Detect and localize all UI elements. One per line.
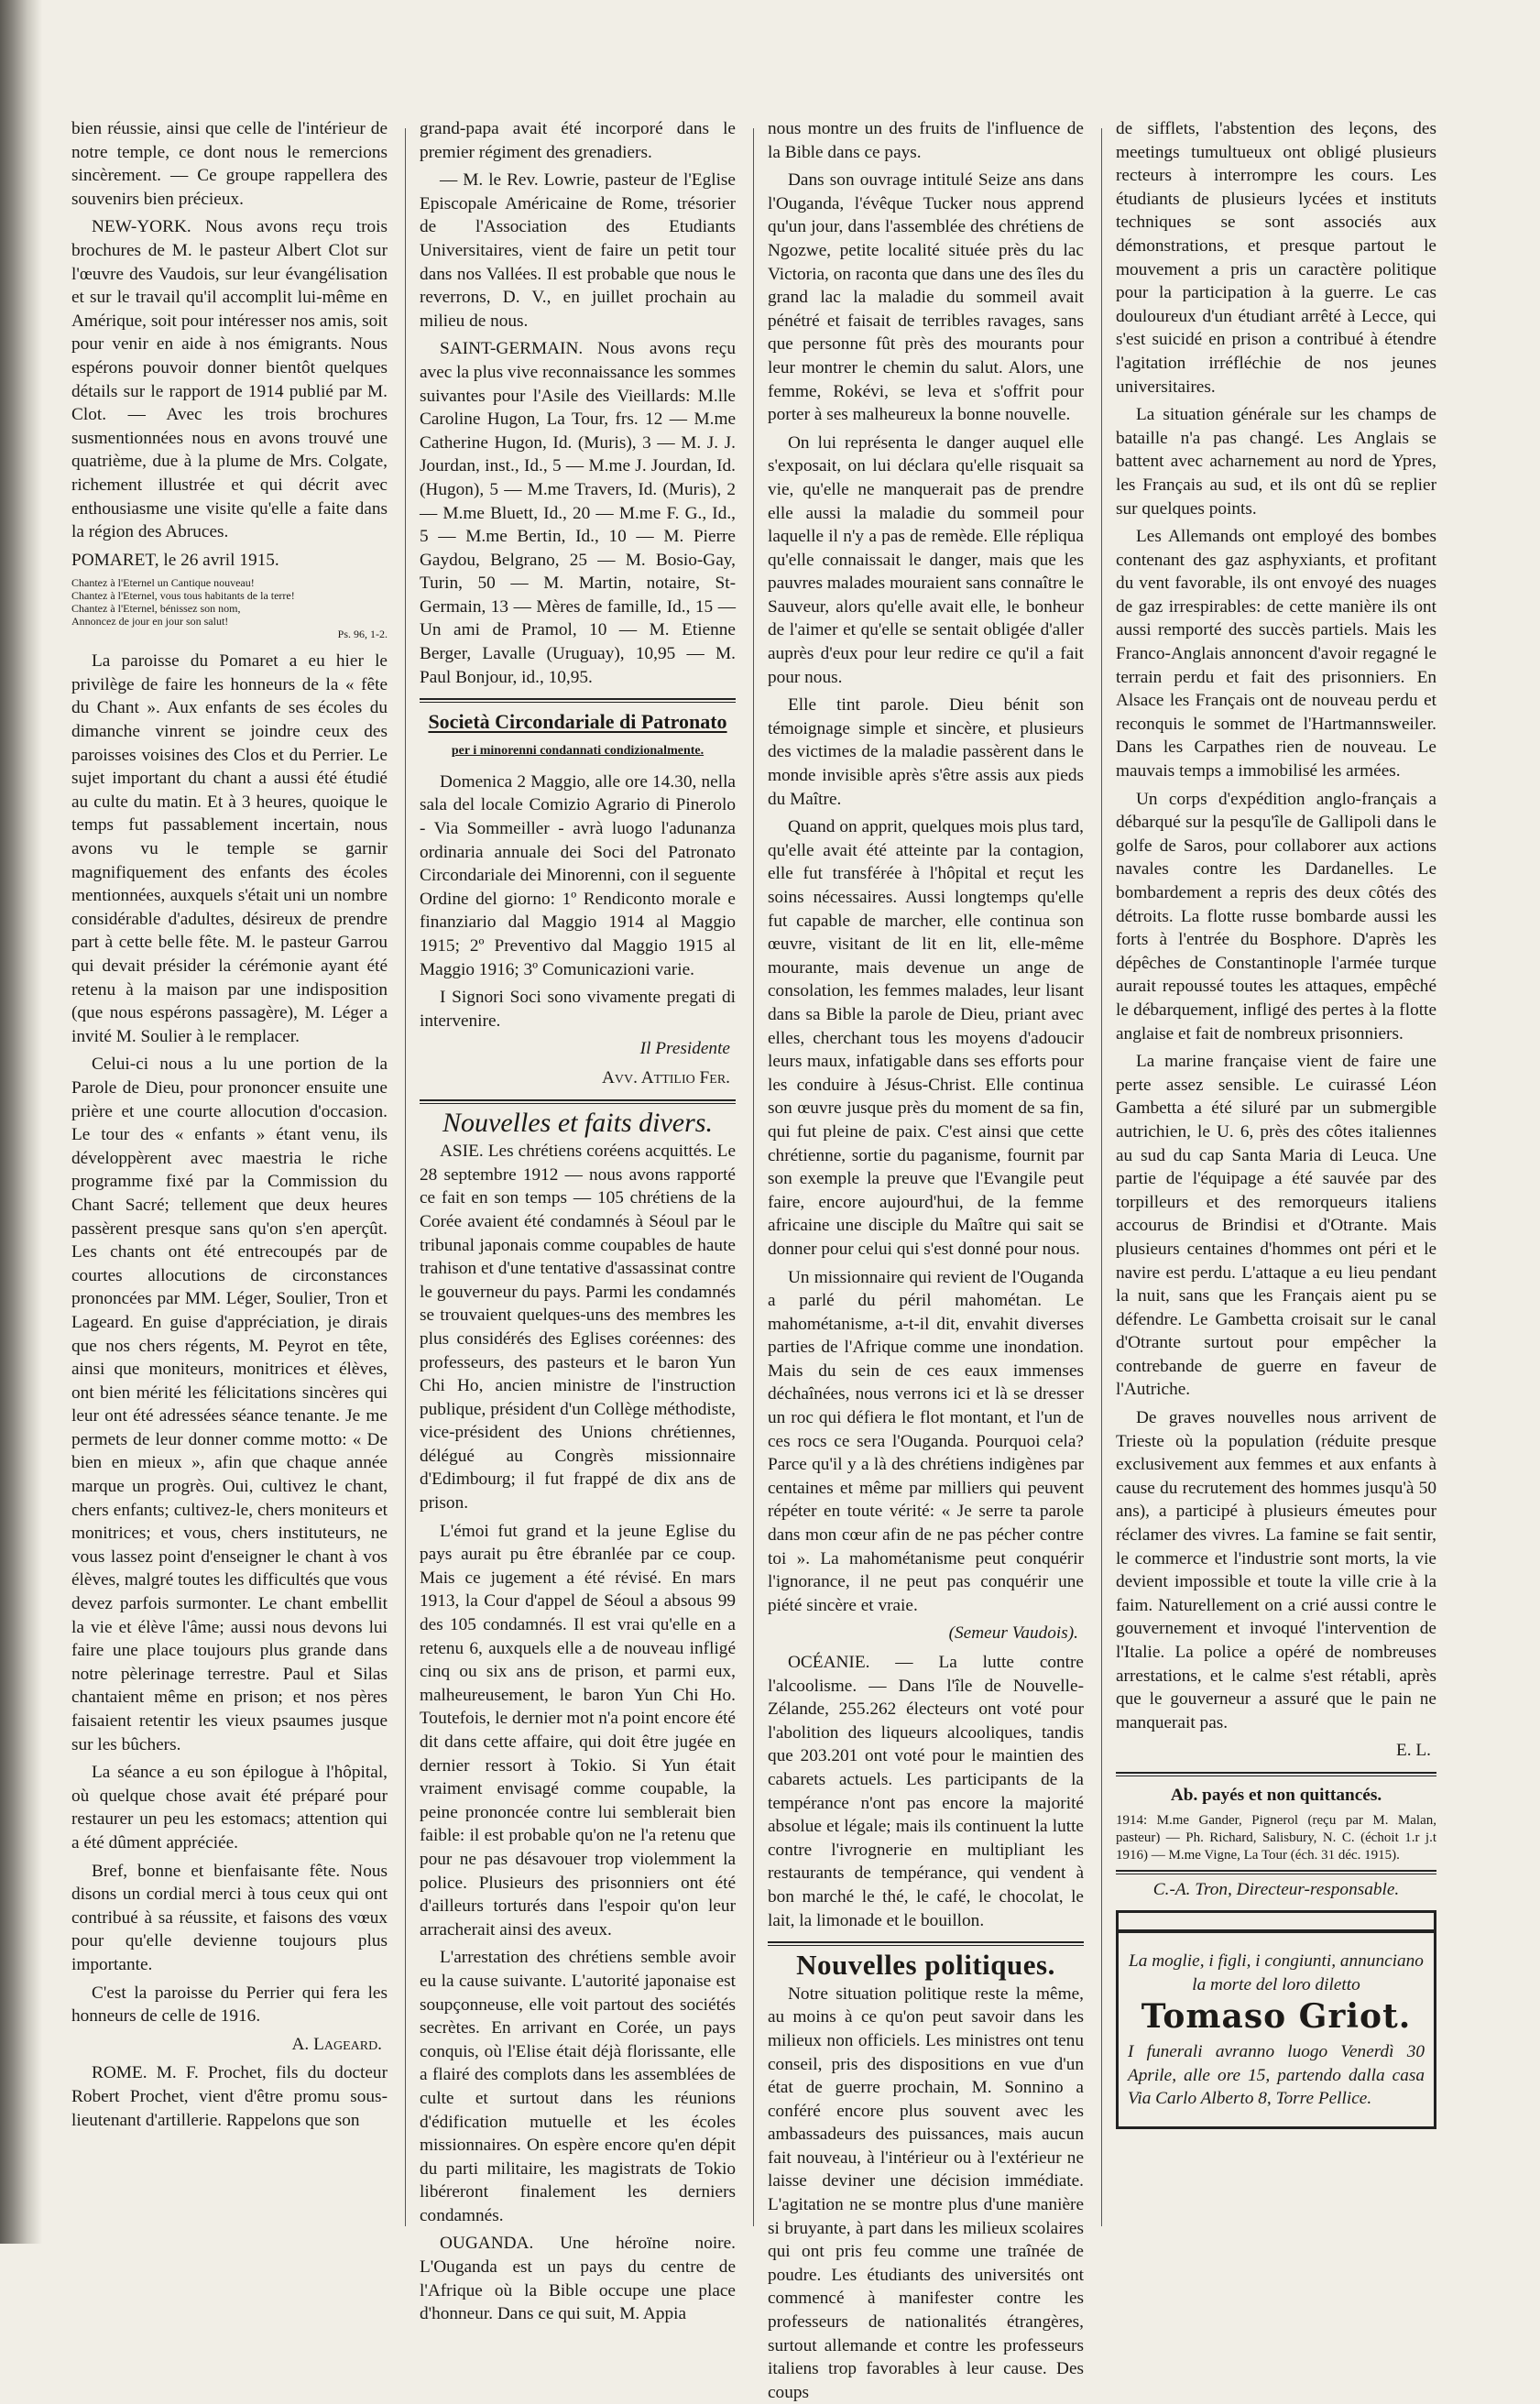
paragraph: nous montre un des fruits de l'influence de la Bible dans ce pays.: [768, 119, 1084, 162]
mourning-name: Tomaso Griot.: [1141, 1997, 1412, 2037]
signer-role: Il Presidente: [639, 1039, 730, 1059]
paragraph: SAINT-GERMAIN. Nous avons reçu avec la plus vive reconnaissance les sommes suivantes pour l'Asile des Vieillards: M.lle Caroline Hugon, La Tour, frs. 12 — M.me Catherine Hugon, Id. (Muris), 3 — M. J. J. Jourdan, inst., Id., 5 — M.me J. Jourdan, Id. (Hugon), 5 — M.me Travers, Id. (Muris), 2 — M.me Bluett, Id., 20 — M.me F. G., Id., 5 — M.me Bertin, Id., 10 — M. Pierre Gaydou, Belgrano, 25 — M. Bosio-Gay, Turin, 50 — M. Martin, notaire, St-Germain, 13 — Mères de famille, Id., 15 — Un ami de Pramol, 10 — M. Etienne Berger, Lavalle (Uruguay), 10,95 — M. Paul Bonjour, id., 10,95.: [420, 339, 736, 687]
paragraph: de sifflets, l'abstention des leçons, des meetings tumultueux ont obligé plusieurs recteurs à interrompre les cours. Les étudiants de plusieurs lycées et instituts techniques se sont associés aux démonstrations, et presque partout le mouvement a pris un caractère politique pour la participation à la guerre. Le cas douloureux d'un étudiant arrêté à Lecce, qui s'est suicidé en prison a contribué à étendre l'agitation irréfléchie de nos jeunes universitaires.: [1116, 119, 1436, 397]
paragraph: La situation générale sur les champs de bataille n'a pas changé. Les Anglais se battent avec acharnement au nord de Ypres, les Français au sud, et ils ont dû se replier sur quelques points.: [1116, 405, 1436, 519]
page-binding-shadow: [0, 0, 42, 2244]
paragraph: bien réussie, ainsi que celle de l'intérieur de notre temple, ce dont nous le remercions sincèrement. — Ce groupe rappellera des souvenirs bien précieux.: [71, 119, 388, 209]
paragraph: La séance a eu son épilogue à l'hôpital, où quelque chose avait été préparé pour restaurer un peu les estomacs; attention qui a été dûment appréciée.: [71, 1763, 388, 1852]
paragraph: grand-papa avait été incorporé dans le premier régiment des grenadiers.: [420, 119, 736, 162]
dateline: POMARET, le 26 avril 1915.: [71, 550, 279, 570]
verse-epigraph: [71, 576, 388, 640]
signer-name: Avv. Attilio Fer.: [602, 1067, 730, 1087]
subscribers-heading: Ab. payés et non quittancés.: [1170, 1785, 1382, 1805]
paragraph: — M. le Rev. Lowrie, pasteur de l'Eglise Episcopale Américaine de Rome, trésorier de l'Association des Etudiants Universitaires, vient de faire un petit tour dans nos Vallées. Il est probable que nous le reverrons, D. V., en juillet prochain au milieu de nous.: [420, 170, 736, 331]
director-line: C.-A. Tron, Directeur-responsable.: [1152, 1879, 1400, 1899]
verse-line: Annoncez de jour en jour son salut!: [71, 615, 229, 628]
paragraph: ASIE. Les chrétiens coréens acquittés. Le 28 septembre 1912 — nous avons rapporté ce fait en son temps — 105 chrétiens de la Corée avaient été condamnés à Séoul par le tribunal japonais comme coupables de haute trahison et d'une tentative d'assassinat contre le gouverneur du pays. Parmi les condamnés se trouvaient quelques-uns des membres les plus considérés des Eglises coréennes: des professeurs, des pasteurs et le baron Yun Chi Ho, ancien ministre de l'instruction publique, président d'un Collège méthodiste, vice-président des Unions chrétiennes, délégué au Congrès missionnaire d'Edimbourg; il fut frappé de dix ans de prison.: [420, 1142, 736, 1513]
societa-heading: Società Circondariale di Patronato: [428, 710, 727, 734]
signature: A. Lageard.: [291, 2034, 382, 2054]
politiques-heading: Nouvelles politiques.: [796, 1949, 1055, 1982]
paragraph: Un missionnaire qui revient de l'Ouganda a parlé du péril mahométan. Le mahométanisme, a-t-il dit, envahit diverses parties de l'Afrique comme une inondation. Mais du sein de ces eaux immenses déchaînées, nous verrons ici et là se dresser un roc qui défiera le flot montant, et l'un de ces rocs ce sera l'Ouganda. Pourquoi cela? Parce qu'il y a là des chrétiens indigènes par centaines et même par milliers qui peuvent répéter en toute vérité: « Je serre ta parole dans mon cœur afin de ne pas pécher contre toi ». La mahométanisme peut conquérir l'ignorance, il ne peut pas conquérir une piété sincère et vraie.: [768, 1267, 1084, 1615]
column-1: [71, 117, 388, 2226]
paragraph: NEW-YORK. Nous avons reçu trois brochures de M. le pasteur Albert Clot sur l'œuvre des Vaudois, sur leur évangélisation et sur le travail qu'il accomplit lui-même en Amérique, soit pour intéresser nos amis, soit pour venir en aide à nos émigrants. Nous espérons pouvoir donner bientôt quelques détails sur le rapport de 1914 publié par M. Clot. — Avec les trois brochures susmentionnées nous en avons trouvé une quatrième, due à la plume de Mrs. Colgate, richement illustrée et qui décrit avec enthousiasme une visite qu'elle a faite dans la région des Abruces.: [71, 217, 388, 542]
paragraph: Quand on apprit, quelques mois plus tard, qu'elle avait été atteinte par la contagion, elle fut transférée à l'hôpital et reçut les soins nécessaires. Aussi longtemps qu'elle fut capable de marcher, elle continua son œuvre, visitant de lit en lit, elle-même mourante, mais devenue un ange de consolation, les femmes malades, leur lisant dans sa Bible la parole de Dieu, priant avec elles, cherchant tous les moyens d'adoucir leurs maux, infatigable dans ses efforts pour les conduire à Jésus-Christ. Elle continua son œuvre jusque près du moment de sa fin, qui fut pleine de paix. C'est ainsi que cette chrétienne, sortie du paganisme, fournit par son exemple la preuve que l'Evangile peut faire, encore aujourd'hui, de la femme africaine une disciple du Maître qui sait se donner pour celui qui s'est donné pour nous.: [768, 817, 1084, 1259]
paragraph: De graves nouvelles nous arrivent de Trieste où la population (réduite presque exclusivement aux femmes et aux enfants à cause du recrutement des hommes jusqu'à 50 ans), a participé à plusieurs émeutes pour réclamer des vivres. La famine se fait sentir, le commerce et l'industrie sont morts, la vie devient impossible et toute la ville crie à la faim. Naturellement on a crié aussi contre le gouvernement et invoqué l'intervention de l'Italie. La police a opéré de nombreuses arrestations, et le calme s'est rétabli, après que le gouverneur a assuré que le pain ne manquerait pas.: [1116, 1408, 1436, 1732]
paragraph: Les Allemands ont employé des bombes contenant des gaz asphyxiants, et profitant du vent favorable, ils ont envoyé des nuages de gaz irrespirables: de cette manière ils ont aussi remporté des succès partiels. Mais les Franco-Anglais annoncent d'avoir regagné le terrain perdu et fait des prisonniers. En Alsace les Français ont de nouveau perdu et reconquis le sommet de l'Hartmannsweiler. Dans les Carpathes rien de nouveau. Le mauvais temps a immobilisé les armées.: [1116, 527, 1436, 781]
column-rule: [753, 128, 754, 2226]
section-rule: [1116, 1772, 1436, 1776]
paragraph: Notre situation politique reste la même, au moins à ce qu'on peut savoir dans les milieux non officiels. Les ministres ont tenu conseil, pris des dispositions en vue d'un état de guerre prochain, M. Sonnino a conféré encore plus souvent avec les ambassadeurs des puissances, mais aucun fait nouveau, à l'intérieur ou à l'extérieur ne laisse deviner une décision immédiate. L'agitation ne se montre plus d'une manière si bruyante, à part dans les milieux scolaires qui ont pris feu comme une traînée de poudre. Les étudiants des universités ont commencé à manifester contre les professeurs de nationalités étrangères, surtout allemande et contre les professeurs italiens trop favorables à leur cause. Des coups: [768, 1983, 1084, 2402]
paragraph: Bref, bonne et bienfaisante fête. Nous disons un cordial merci à tous ceux qui ont contribué à sa réussite, et faisons des vœux pour qu'elle devienne toujours plus importante.: [71, 1861, 388, 1974]
newspaper-page: [53, 101, 1519, 2402]
section-rule: [420, 698, 736, 703]
section-rule: [768, 1941, 1084, 1946]
paragraph: I Signori Soci sono vivamente pregati di intervenire.: [420, 988, 736, 1031]
section-rule: [1116, 1870, 1436, 1874]
paragraph: La paroisse du Pomaret a eu hier le privilège de faire les honneurs de la « fête du Chant ». Aux enfants de ses écoles du dimanche vinrent se joindre ceux des paroisses voisines des Clos et du Perrier. Le sujet important du chant a aussi été étudié au culte du matin. Et à 3 heures, quoique le temps fut passablement incertain, nous avons vu le temple se garnir magnifiquement des enfants des écoles mentionnées, auxquels s'était uni un nombre considérable d'adultes, désireux de prendre part à cette belle fête. M. le pasteur Garrou qui devait présider la cérémonie ayant été retenu à la maison par une indisposition (que nous espérons passagère), M. Léger a invité M. Soulier à le remplacer.: [71, 651, 388, 1046]
paragraph: Elle tint parole. Dieu bénit son témoignage simple et sincère, et plusieurs des victimes de la maladie passèrent dans le monde invisible après s'être assis aux pieds du Maître.: [768, 695, 1084, 809]
verse-reference: Ps. 96, 1-2.: [337, 628, 388, 641]
paragraph: ROME. M. F. Prochet, fils du docteur Robert Prochet, vient d'être promu sous-lieutenant d'artillerie. Rappelons que son: [71, 2063, 388, 2130]
nouvelles-heading: Nouvelles et faits divers.: [442, 1107, 713, 1138]
paragraph: OCÉANIE. — La lutte contre l'alcoolisme. — Dans l'île de Nouvelle-Zélande, 255.262 électeurs ont voté pour l'abolition des liqueurs alcooliques, tandis que 203.201 ont voté pour le maintien des cabarets actuels. Les participants de la tempérance n'ont pas encore la majorité absolue et légale; mais ils continuent la lutte contre l'ivrognerie en multipliant les restaurants de tempérance, qui vendent à bon marché le thé, le café, le chocolat, le lait, la limonade et le bouillon.: [768, 1653, 1084, 1930]
verse-line: Chantez à l'Eternel, vous tous habitants de la terre!: [71, 589, 295, 603]
paragraph: La marine française vient de faire une perte assez sensible. Le cuirassé Léon Gambetta a été siluré par un submergible autrichien, le U. 6, près des côtes italiennes au sud du cap Santa Maria di Leuca. Une partie de l'équipage a été sauvée par des torpilleurs et des remorqueurs italiens accourus de Brindisi et d'Otrante. Mais plusieurs centaines d'hommes ont péri et le navire est perdu. L'attaque a eu lieu pendant la nuit, sans que les Français aient pu se défendre. Le Gambetta croisait sur le canal d'Otrante surtout pour empêcher la contrebande de guerre en faveur de l'Autriche.: [1116, 1052, 1436, 1400]
verse-line: Chantez à l'Eternel, bénissez son nom,: [71, 602, 241, 616]
paragraph: Un corps d'expédition anglo-français a débarqué sur la pesqu'île de Gallipoli dans le golfe de Saros, pour collaborer aux actions navales contre les Dardanelles. Le bombardement a repris des deux côtés des détroits. La flotte russe bombarde aussi les forts à l'entrée du Bosphore. D'après les dépêches de Constantinople l'armée turque aurait repoussé toutes les attaques, empêché le débarquement, infligé des pertes à la flotte anglaise et fait de nombreux prisonniers.: [1116, 789, 1436, 1044]
paragraph: OUGANDA. Une héroïne noire. L'Ouganda est un pays du centre de l'Afrique où la Bible occupe une place d'honneur. Dans ce qui suit, M. Appia: [420, 2234, 736, 2324]
column-rule: [1101, 128, 1102, 2226]
mourning-details: I funerali avranno luogo Venerdì 30 Aprile, alle ore 15, partendo dalla casa Via Carlo Alberto 8, Torre Pellice.: [1128, 2041, 1425, 2109]
paragraph: Domenica 2 Maggio, alle ore 14.30, nella sala del locale Comizio Agrario di Pinerolo - Via Sommeiller - avrà luogo l'adunanza ordinaria annuale dei Soci del Patronato Circondariale dei Minorenni, con il seguente Ordine del giorno: 1º Rendiconto morale e finanziario dal Maggio 1914 al Maggio 1915; 2º Preventivo dal Maggio 1915 al Maggio 1916; 3º Comunicazioni varie.: [420, 771, 736, 979]
paragraph: L'émoi fut grand et la jeune Eglise du pays aurait pu être ébranlée par ce coup. Mais ce jugement a été révisé. En mars 1913, la Cour d'appel de Séoul a absous 99 des 105 condamnés. Il est vrai qu'elle en a retenu 6, auxquels elle a de nouveau infligé cinq ou six ans de prison, et parmi eux, malheureusement, le baron Yun Chi Ho. Toutefois, le dernier mot n'a point encore été dit dans cette affaire, qui doit être jugée en dernier ressort à Tokio. Si Yun était vraiment envisagé comme coupable, la peine prononcée contre lui semblerait bien faible: il est probable qu'on ne l'a retenu que pour ne pas désavouer trop violemment la police. Plusieurs des prisonniers ont été d'ailleurs torturés dans l'espoir qu'on leur arracherait ainsi des aveux.: [420, 1521, 736, 1940]
column-2: [420, 117, 736, 2324]
signature: E. L.: [1395, 1741, 1431, 1761]
column-4: [1116, 117, 1436, 2226]
paragraph: On lui représenta le danger auquel elle s'exposait, on lui déclara qu'elle risquait sa vie, qu'elle ne manquerait pas de prendre elle aussi la maladie du sommeil pour laquelle il n'y a pas de remède. Elle répliqua qu'elle connaissait le danger, mais que les pauvres malades mouraient sans connaître le Sauveur, alors qu'elle avait elle, le bonheur de l'aimer et qu'elle se sentait obligée d'aller auprès d'eux pour leur redire ce qu'il a fait pour nous.: [768, 432, 1084, 687]
column-rule: [405, 128, 406, 2226]
column-3: [768, 117, 1084, 2402]
paragraph: C'est la paroisse du Perrier qui fera les honneurs de celle de 1916.: [71, 1983, 388, 2027]
source-credit: (Semeur Vaudois).: [948, 1623, 1078, 1644]
mourning-border: [1119, 1929, 1434, 1933]
societa-subheading: per i minorenni condannati condizionalmente.: [451, 744, 704, 759]
paragraph: Dans son ouvrage intitulé Seize ans dans l'Ouganda, l'évêque Tucker nous apprend qu'un jour, dans l'assemblée des chrétiens de Ngozwe, petite localité située près du lac Victoria, on raconta que dans une des îles du grand lac la maladie du sommeil avait pénétré et faisait de terribles ravages, sans que personne fût près des mourants pour leur montrer le chemin du salut. Alors, une femme, Rokévi, se leva et s'offrit pour porter à ses malheureux la bonne nouvelle.: [768, 170, 1084, 425]
paragraph: L'arrestation des chrétiens semble avoir eu la cause suivante. L'autorité japonaise est soupçonneuse, elle voit partout des sociétés secrètes. En arrivant en Corée, un pays conquis, où l'Elise était déjà florissante, elle a flairé des complots dans les assemblées de culte et surtout dans les réunions d'édification mutuelle et les écoles missionnaires. On espère encore qu'en dépit du parti militaire, les magistrats de Tokio libéreront finalement les derniers condamnés.: [420, 1948, 736, 2225]
section-rule: [420, 1099, 736, 1104]
paragraph: Celui-ci nous a lu une portion de la Parole de Dieu, pour prononcer ensuite une prière et une courte allocution d'occasion. Le tour des « enfants » étant venu, ils développèrent avec maestria le riche programme fixé par la Commission du Chant Sacré; tellement que deux heures passèrent presque sans qu'on s'en aperçût. Les chants ont été entrecoupés par de courtes allocutions de circonstances prononcées par MM. Léger, Soulier, Tron et Lageard. En guise d'appréciation, je dirais que nos chers régents, M. Peyrot en tête, ainsi que moniteurs, monitrices et élèves, ont bien mérité les félicitations sincères qui leur ont été adressées séance tenante. Je me permets de leur donner comme motto: « De bien en mieux », afin que chaque année marque un progrès. Oui, cultivez le chant, chers enfants; cultivez-le, chers moniteurs et monitrices; et vous, chers instituteurs, ne vous lassez point d'enseigner le chant à vos élèves, malgré toutes les difficultés que vous devez parfois surmonter. Le chant embellit la vie et élève l'âme; aussi nous devons lui faire une place toujours plus grande dans notre pèlerinage terrestre. Paul et Silas chantaient même en prison; et nos pères faisaient retentir les vieux psaumes jusque sur les bûchers.: [71, 1054, 388, 1754]
verse-line: Chantez à l'Eternel un Cantique nouveau!: [71, 576, 255, 590]
mourning-intro: La moglie, i figli, i congiunti, annunciano la morte del loro diletto: [1129, 1951, 1424, 1994]
subscribers-list: 1914: M.me Gander, Pignerol (reçu par M. Malan, pasteur) — Ph. Richard, Salisbury, N. C. (échoit 1.r j.t 1916) — M.me Vigne, La Tour (éch. 31 déc. 1915).: [1116, 1812, 1436, 1863]
mourning-notice: [1116, 1910, 1436, 2129]
